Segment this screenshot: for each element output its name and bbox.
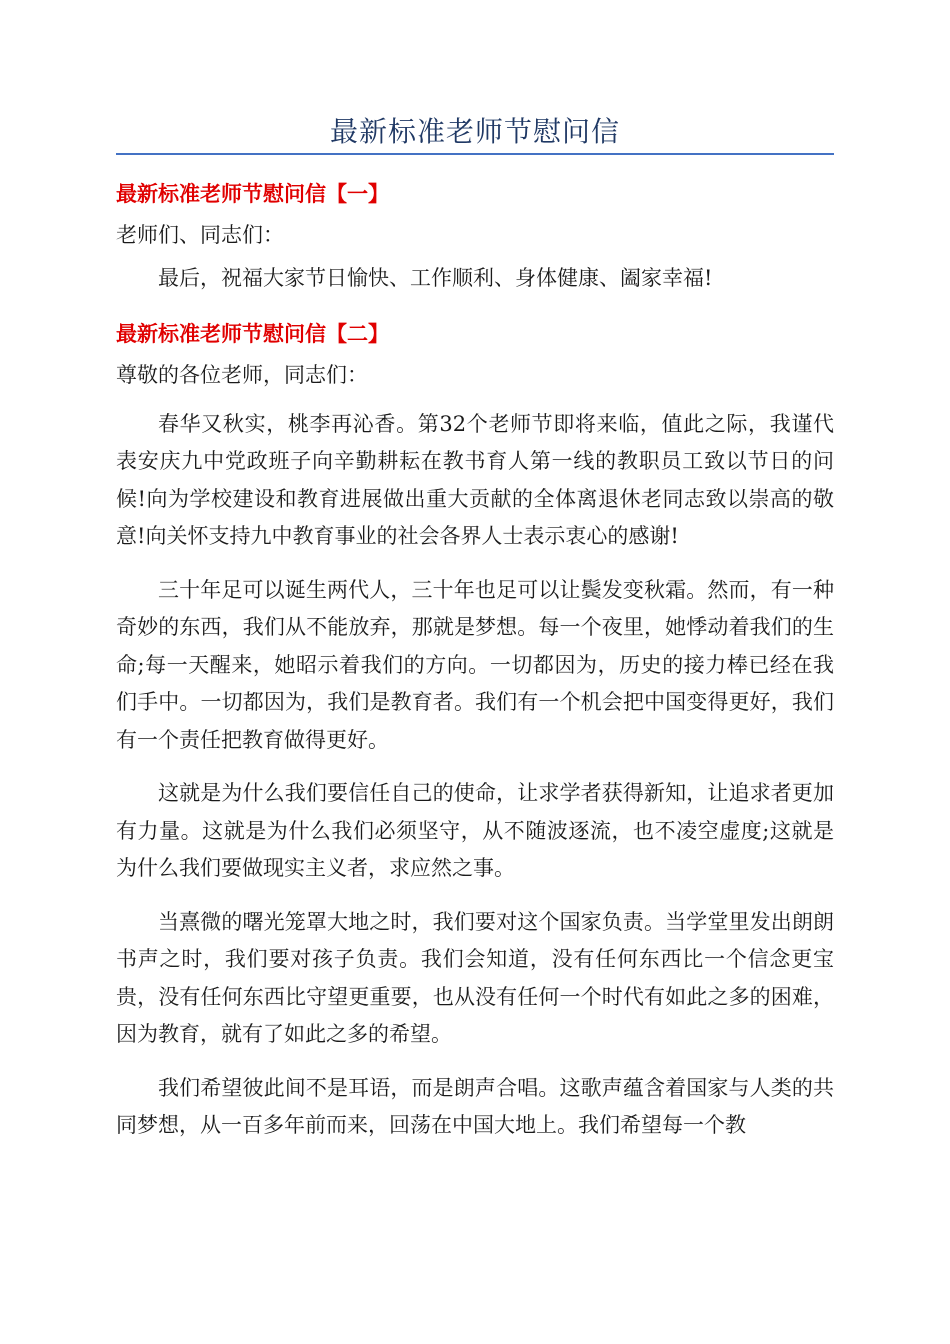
body-paragraph: 这就是为什么我们要信任自己的使命，让求学者获得新知，让追求者更加有力量。这就是为什么我们必须坚守，从不随波逐流，也不凌空虚度;这就是为什么我们要做现实主义者，求应然之事。 [116, 781, 834, 880]
section-heading: 最新标准老师节慰问信【一】 [116, 182, 389, 206]
body-paragraph: 最后，祝福大家节日愉快、工作顺利、身体健康、阖家幸福! [158, 266, 713, 290]
title-divider [116, 153, 834, 155]
salutation: 尊敬的各位老师，同志们： [116, 362, 368, 387]
body-paragraph: 三十年足可以诞生两代人，三十年也足可以让鬓发变秋霜。然而，有一种奇妙的东西，我们从不能放弃，那就是梦想。每一个夜里，她悸动着我们的生命;每一天醒来，她昭示着我们的方向。一切都因为，历史的接力棒已经在我们手中。一切都因为，我们是教育者。我们有一个机会把中国变得更好，我们有一个责任把教育做得更好。 [116, 577, 834, 752]
body-paragraph: 我们希望彼此间不是耳语，而是朗声合唱。这歌声蕴含着国家与人类的共同梦想，从一百多年前而来，回荡在中国大地上。我们希望每一个教 [116, 1075, 834, 1137]
body-paragraph: 当熹微的曙光笼罩大地之时，我们要对这个国家负责。当学堂里发出朗朗书声之时，我们要对孩子负责。我们会知道，没有任何东西比一个信念更宝贵，没有任何东西比守望更重要，也从没有任何一个时代有如此之多的困难，因为教育，就有了如此之多的希望。 [116, 909, 834, 1046]
salutation: 老师们、同志们： [116, 223, 284, 247]
document-title: 最新标准老师节慰问信 [329, 115, 620, 148]
section-heading: 最新标准老师节慰问信【二】 [116, 321, 389, 346]
document-body [116, 172, 834, 1161]
section-one [116, 172, 834, 298]
body-paragraph: 春华又秋实，桃李再沁香。第32个老师节即将来临，值此之际，我谨代表安庆九中党政班子向辛勤耕耘在教书育人第一线的教职员工致以节日的问候!向为学校建设和教育进展做出重大贡献的全体离退休老同志致以崇高的敬意!向关怀支持九中教育事业的社会各界人士表示衷心的感谢! [116, 411, 834, 548]
section-two [116, 312, 834, 1145]
